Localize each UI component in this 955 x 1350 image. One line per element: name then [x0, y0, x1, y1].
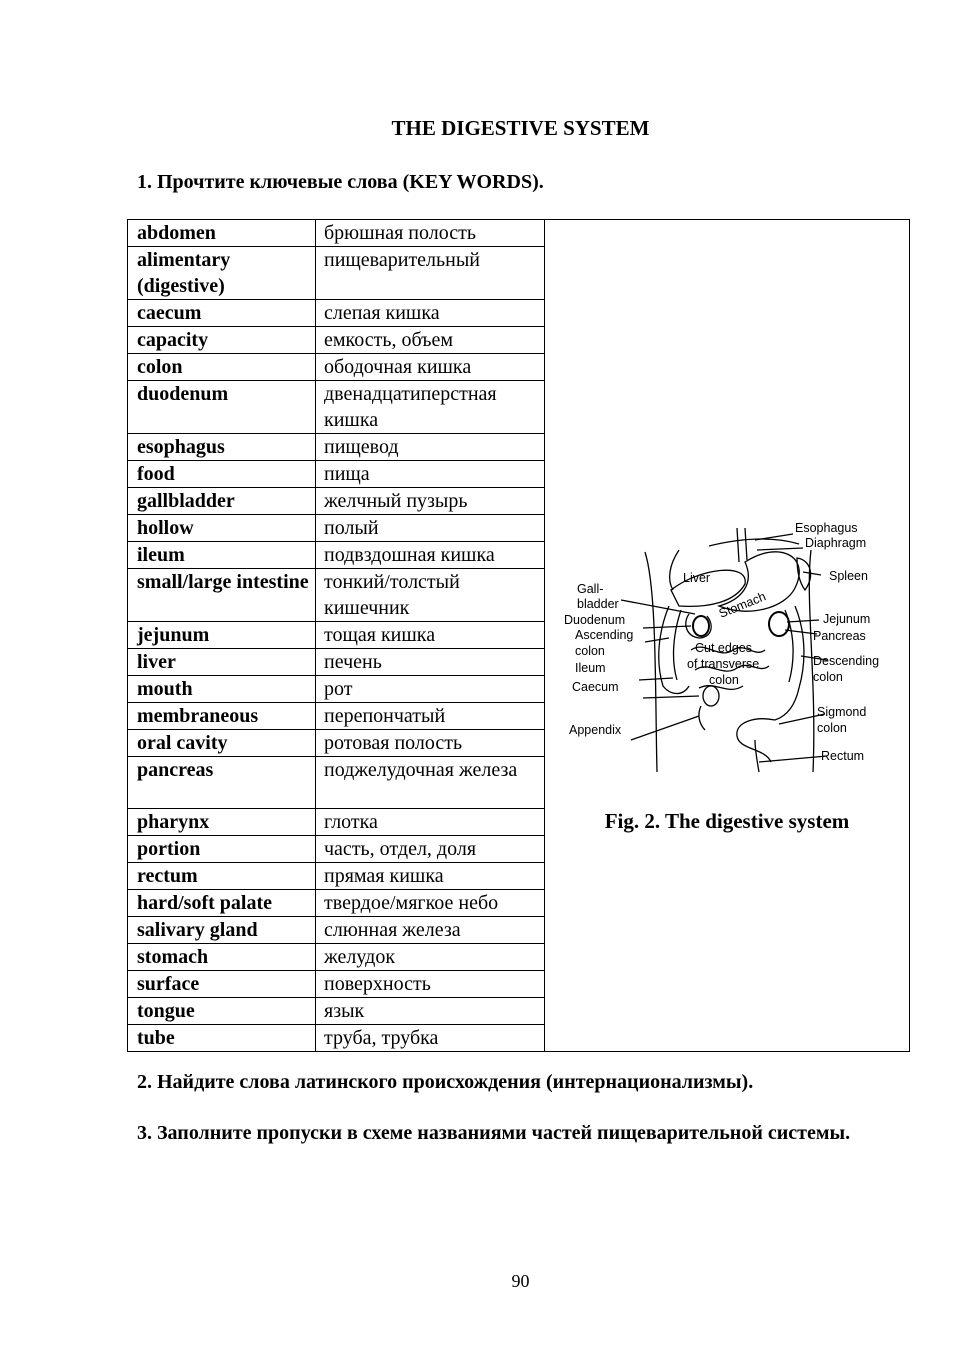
vocabulary-translation: ободочная кишка: [316, 354, 545, 381]
vocabulary-translation: двенадцатиперстная кишка: [316, 381, 545, 434]
label-caecum: Caecum: [572, 680, 619, 694]
task-3-heading: 3. Заполните пропуски в схеме названиями частей пищеварительной системы.: [137, 1122, 851, 1144]
vocabulary-row: [128, 220, 910, 247]
vocabulary-term: rectum: [128, 863, 316, 890]
vocabulary-translation: поджелудочная железа: [316, 757, 545, 809]
vocabulary-term: surface: [128, 971, 316, 998]
vocabulary-translation: пища: [316, 461, 545, 488]
vocabulary-term: duodenum: [128, 381, 316, 434]
page-number: 90: [511, 1271, 530, 1291]
label-gall: Gall-: [577, 582, 604, 596]
vocabulary-translation: глотка: [316, 809, 545, 836]
label-sigmoid: Sigmond: [817, 705, 867, 719]
vocabulary-term: food: [128, 461, 316, 488]
label-ascending: Ascending: [575, 628, 634, 642]
label-pancreas: Pancreas: [813, 629, 866, 643]
label-bladder: bladder: [577, 597, 619, 611]
vocabulary-translation: слюнная железа: [316, 917, 545, 944]
vocabulary-translation: часть, отдел, доля: [316, 836, 545, 863]
vocabulary-term: colon: [128, 354, 316, 381]
label-liver: Liver: [683, 571, 711, 585]
vocabulary-term: salivary gland: [128, 917, 316, 944]
vocabulary-translation: ротовая полость: [316, 730, 545, 757]
vocabulary-translation: труба, трубка: [316, 1025, 545, 1052]
vocabulary-term: portion: [128, 836, 316, 863]
vocabulary-term: hollow: [128, 515, 316, 542]
vocabulary-translation: емкость, объем: [316, 327, 545, 354]
label-rectum: Rectum: [821, 749, 865, 763]
body-waist-line: [670, 550, 679, 590]
label-esophagus: Esophagus: [795, 521, 858, 535]
label-transverse-colon: colon: [709, 673, 739, 687]
vocabulary-term: abdomen: [128, 220, 316, 247]
digestive-system-diagram: [559, 510, 899, 790]
figure-caption: Fig. 2. The digestive system: [604, 809, 850, 833]
vocabulary-translation: подвздошная кишка: [316, 542, 545, 569]
body-outline-left: [645, 552, 657, 772]
vocabulary-translation: желудок: [316, 944, 545, 971]
vocabulary-term: gallbladder: [128, 488, 316, 515]
label-descending: Descending: [813, 654, 880, 668]
vocabulary-term: caecum: [128, 300, 316, 327]
label-appendix: Appendix: [569, 723, 622, 737]
vocabulary-translation: тонкий/толстый кишечник: [316, 569, 545, 622]
vocabulary-term: pancreas: [128, 757, 316, 809]
figure-cell: [545, 220, 910, 1052]
rectum-shape: [755, 740, 759, 772]
task-1-heading: 1. Прочтите ключевые слова (KEY WORDS).: [137, 171, 544, 193]
vocabulary-term: pharynx: [128, 809, 316, 836]
vocabulary-term: oral cavity: [128, 730, 316, 757]
spleen-shape: [797, 558, 811, 590]
label-sigmoid-colon: colon: [817, 721, 847, 735]
label-ileum: Ileum: [575, 661, 606, 675]
vocabulary-term: membraneous: [128, 703, 316, 730]
vocabulary-term: stomach: [128, 944, 316, 971]
vocabulary-term: tongue: [128, 998, 316, 1025]
vocabulary-translation: полый: [316, 515, 545, 542]
label-stomach: Stomach: [716, 589, 768, 621]
label-jejunum: Jejunum: [823, 612, 871, 626]
vocabulary-translation: пищевод: [316, 434, 545, 461]
vocabulary-term: liver: [128, 649, 316, 676]
vocabulary-translation: язык: [316, 998, 545, 1025]
appendix-shape: [699, 706, 705, 730]
vocabulary-translation: тощая кишка: [316, 622, 545, 649]
vocabulary-term: tube: [128, 1025, 316, 1052]
vocabulary-term: small/large intestine: [128, 569, 316, 622]
vocabulary-translation: прямая кишка: [316, 863, 545, 890]
diaphragm-line: [709, 539, 799, 546]
vocabulary-term: jejunum: [128, 622, 316, 649]
vocabulary-translation: перепончатый: [316, 703, 545, 730]
vocabulary-translation: пищеварительный: [316, 247, 545, 300]
vocabulary-translation: рот: [316, 676, 545, 703]
page-title: THE DIGESTIVE SYSTEM: [391, 116, 650, 140]
vocabulary-translation: брюшная полость: [316, 220, 545, 247]
task-2-heading: 2. Найдите слова латинского происхождения (интернационализмы).: [137, 1071, 754, 1093]
label-of-transverse: of transverse: [687, 657, 760, 671]
vocabulary-term: hard/soft palate: [128, 890, 316, 917]
vocabulary-translation: желчный пузырь: [316, 488, 545, 515]
vocabulary-table: [127, 219, 910, 1052]
label-cut-edges: Cut edges: [695, 641, 752, 655]
vocabulary-translation: твердое/мягкое небо: [316, 890, 545, 917]
label-spleen: Spleen: [829, 569, 868, 583]
esophagus-shape: [737, 528, 747, 562]
label-descending-colon: colon: [813, 670, 843, 684]
label-ascending-colon: colon: [575, 644, 605, 658]
vocabulary-translation: поверхность: [316, 971, 545, 998]
vocabulary-term: ileum: [128, 542, 316, 569]
vocabulary-term: esophagus: [128, 434, 316, 461]
vocabulary-translation: печень: [316, 649, 545, 676]
label-diaphragm: Diaphragm: [805, 536, 867, 550]
vocabulary-term: alimentary (digestive): [128, 247, 316, 300]
vocabulary-term: mouth: [128, 676, 316, 703]
label-duodenum: Duodenum: [564, 613, 626, 627]
vocabulary-term: capacity: [128, 327, 316, 354]
vocabulary-translation: слепая кишка: [316, 300, 545, 327]
